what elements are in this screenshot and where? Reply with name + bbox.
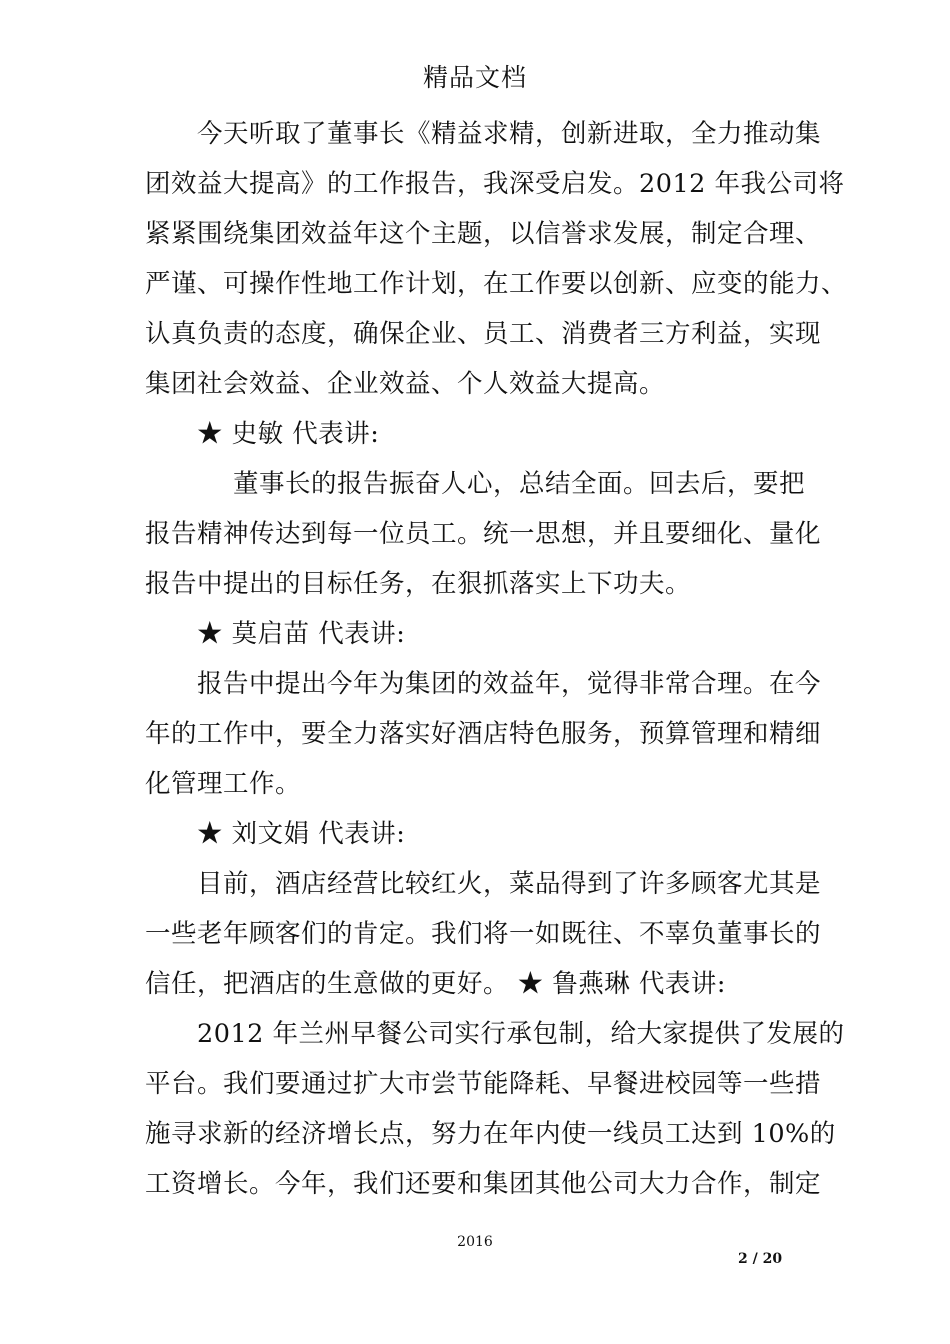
page-header-title: 精品文档 (422, 63, 527, 92)
paragraph-line: 报告精神传达到每一位员工。统一思想，并且要细化、量化 (145, 519, 822, 549)
paragraph-line: 年的工作中，要全力落实好酒店特色服务，预算管理和精细 (145, 719, 822, 749)
speaker-heading: ★ 史敏 代表讲: (197, 419, 380, 449)
paragraph-line: 今天听取了董事长《精益求精，创新进取，全力推动集 (197, 119, 822, 149)
paragraph-line: 紧紧围绕集团效益年这个主题，以信誉求发展，制定合理、 (145, 219, 822, 249)
paragraph-line: 一些老年顾客们的肯定。我们将一如既往、不辜负董事长的 (145, 919, 822, 949)
paragraph-line: 报告中提出今年为集团的效益年，觉得非常合理。在今 (197, 669, 822, 699)
paragraph-line: 集团社会效益、企业效益、个人效益大提高。 (145, 369, 666, 399)
paragraph-line: 团效益大提高》的工作报告，我深受启发。2012 年我公司将 (145, 169, 845, 199)
paragraph-line: 报告中提出的目标任务，在狠抓落实上下功夫。 (145, 569, 692, 599)
paragraph-line: 平台。我们要通过扩大市尝节能降耗、早餐进校园等一些措 (145, 1069, 822, 1099)
paragraph-line: 认真负责的态度，确保企业、员工、消费者三方利益，实现 (145, 319, 822, 349)
speaker-heading: ★ 刘文娟 代表讲: (197, 819, 406, 849)
paragraph-line: 施寻求新的经济增长点，努力在年内使一线员工达到 10%的 (145, 1119, 836, 1149)
paragraph-line: 2012 年兰州早餐公司实行承包制，给大家提供了发展的 (197, 1019, 845, 1049)
footer-year: 2016 (457, 1234, 493, 1250)
paragraph-line: 目前，酒店经营比较红火，菜品得到了许多顾客尤其是 (197, 869, 822, 899)
paragraph-line: 董事长的报告振奋人心，总结全面。回去后，要把 (233, 469, 806, 499)
paragraph-line: 化管理工作。 (145, 769, 302, 799)
paragraph-line: 工资增长。今年，我们还要和集团其他公司大力合作，制定 (145, 1169, 822, 1199)
page-number: 2 / 20 (738, 1251, 783, 1267)
paragraph-line: 信任，把酒店的生意做的更好。 ★ 鲁燕琳 代表讲: (145, 969, 726, 999)
speaker-heading: ★ 莫启苗 代表讲: (197, 619, 406, 649)
paragraph-line: 严谨、可操作性地工作计划，在工作要以创新、应变的能力、 (145, 269, 848, 299)
